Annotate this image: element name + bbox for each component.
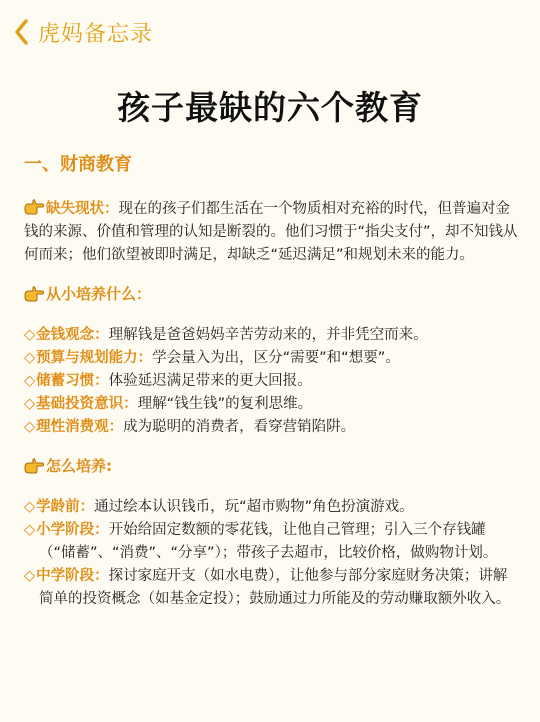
pointing-hand-icon (24, 286, 44, 302)
chevron-left-icon (14, 19, 28, 45)
status-paragraph (24, 198, 520, 267)
diamond-bullet: ◇ (24, 373, 36, 389)
how-list (24, 496, 520, 611)
diamond-bullet: ◇ (24, 499, 36, 515)
section-title: 一、财商教育 (24, 154, 132, 175)
what-list (24, 324, 520, 439)
article-body (24, 150, 520, 611)
diamond-bullet: ◇ (24, 327, 36, 343)
diamond-bullet: ◇ (24, 396, 36, 412)
page-title: 孩子最缺的六个教育 (117, 88, 423, 127)
diamond-bullet: ◇ (24, 522, 36, 538)
back-button[interactable] (14, 14, 153, 50)
back-label: 虎妈备忘录 (38, 21, 154, 47)
list-item: ◇小学阶段：开始给固定数额的零花钱，让他自己管理；引入三个存钱罐（“储蓄”、“消费”、“分享”）；带孩子去超市，比较价格，做购物计划。 (24, 522, 498, 561)
list-item: ◇基础投资意识：理解“钱生钱”的复利思维。 (24, 396, 313, 412)
diamond-bullet: ◇ (24, 350, 36, 366)
how-heading (24, 455, 520, 476)
list-item: ◇金钱观念：理解钱是爸爸妈妈辛苦劳动来的，并非凭空而来。 (24, 327, 428, 343)
list-item: ◇预算与规划能力：学会量入为出，区分“需要”和“想要”。 (24, 350, 400, 366)
list-item: ◇理性消费观：成为聪明的消费者，看穿营销陷阱。 (24, 419, 356, 435)
what-heading (24, 283, 520, 304)
list-item: ◇学龄前：通过绘本认识钱币，玩“超市购物”角色扮演游戏。 (24, 499, 414, 515)
pointing-hand-icon (24, 458, 44, 474)
pointing-hand-icon (24, 199, 44, 215)
diamond-bullet: ◇ (24, 419, 36, 435)
list-item: ◇中学阶段：探讨家庭开支（如水电费），让他参与部分家庭财务决策；讲解简单的投资概念（如基金定投）；鼓励通过力所能及的劳动赚取额外收入。 (24, 568, 511, 607)
list-item: ◇储蓄习惯：体验延迟满足带来的更大回报。 (24, 373, 312, 389)
diamond-bullet: ◇ (24, 568, 36, 584)
what-heading-label: 从小培养什么： (46, 285, 152, 303)
status-label: 缺失现状： (46, 201, 119, 217)
status-text: 现在的孩子们都生活在一个物质相对充裕的时代，但普遍对金钱的来源、价值和管理的认知是断裂的。他们习惯于“指尖支付”，却不知钱从何而来；他们欲望被即时满足，却缺乏“延迟满足”和规划未来的能力。 (24, 201, 518, 263)
how-heading-label: 怎么培养: (46, 457, 112, 475)
